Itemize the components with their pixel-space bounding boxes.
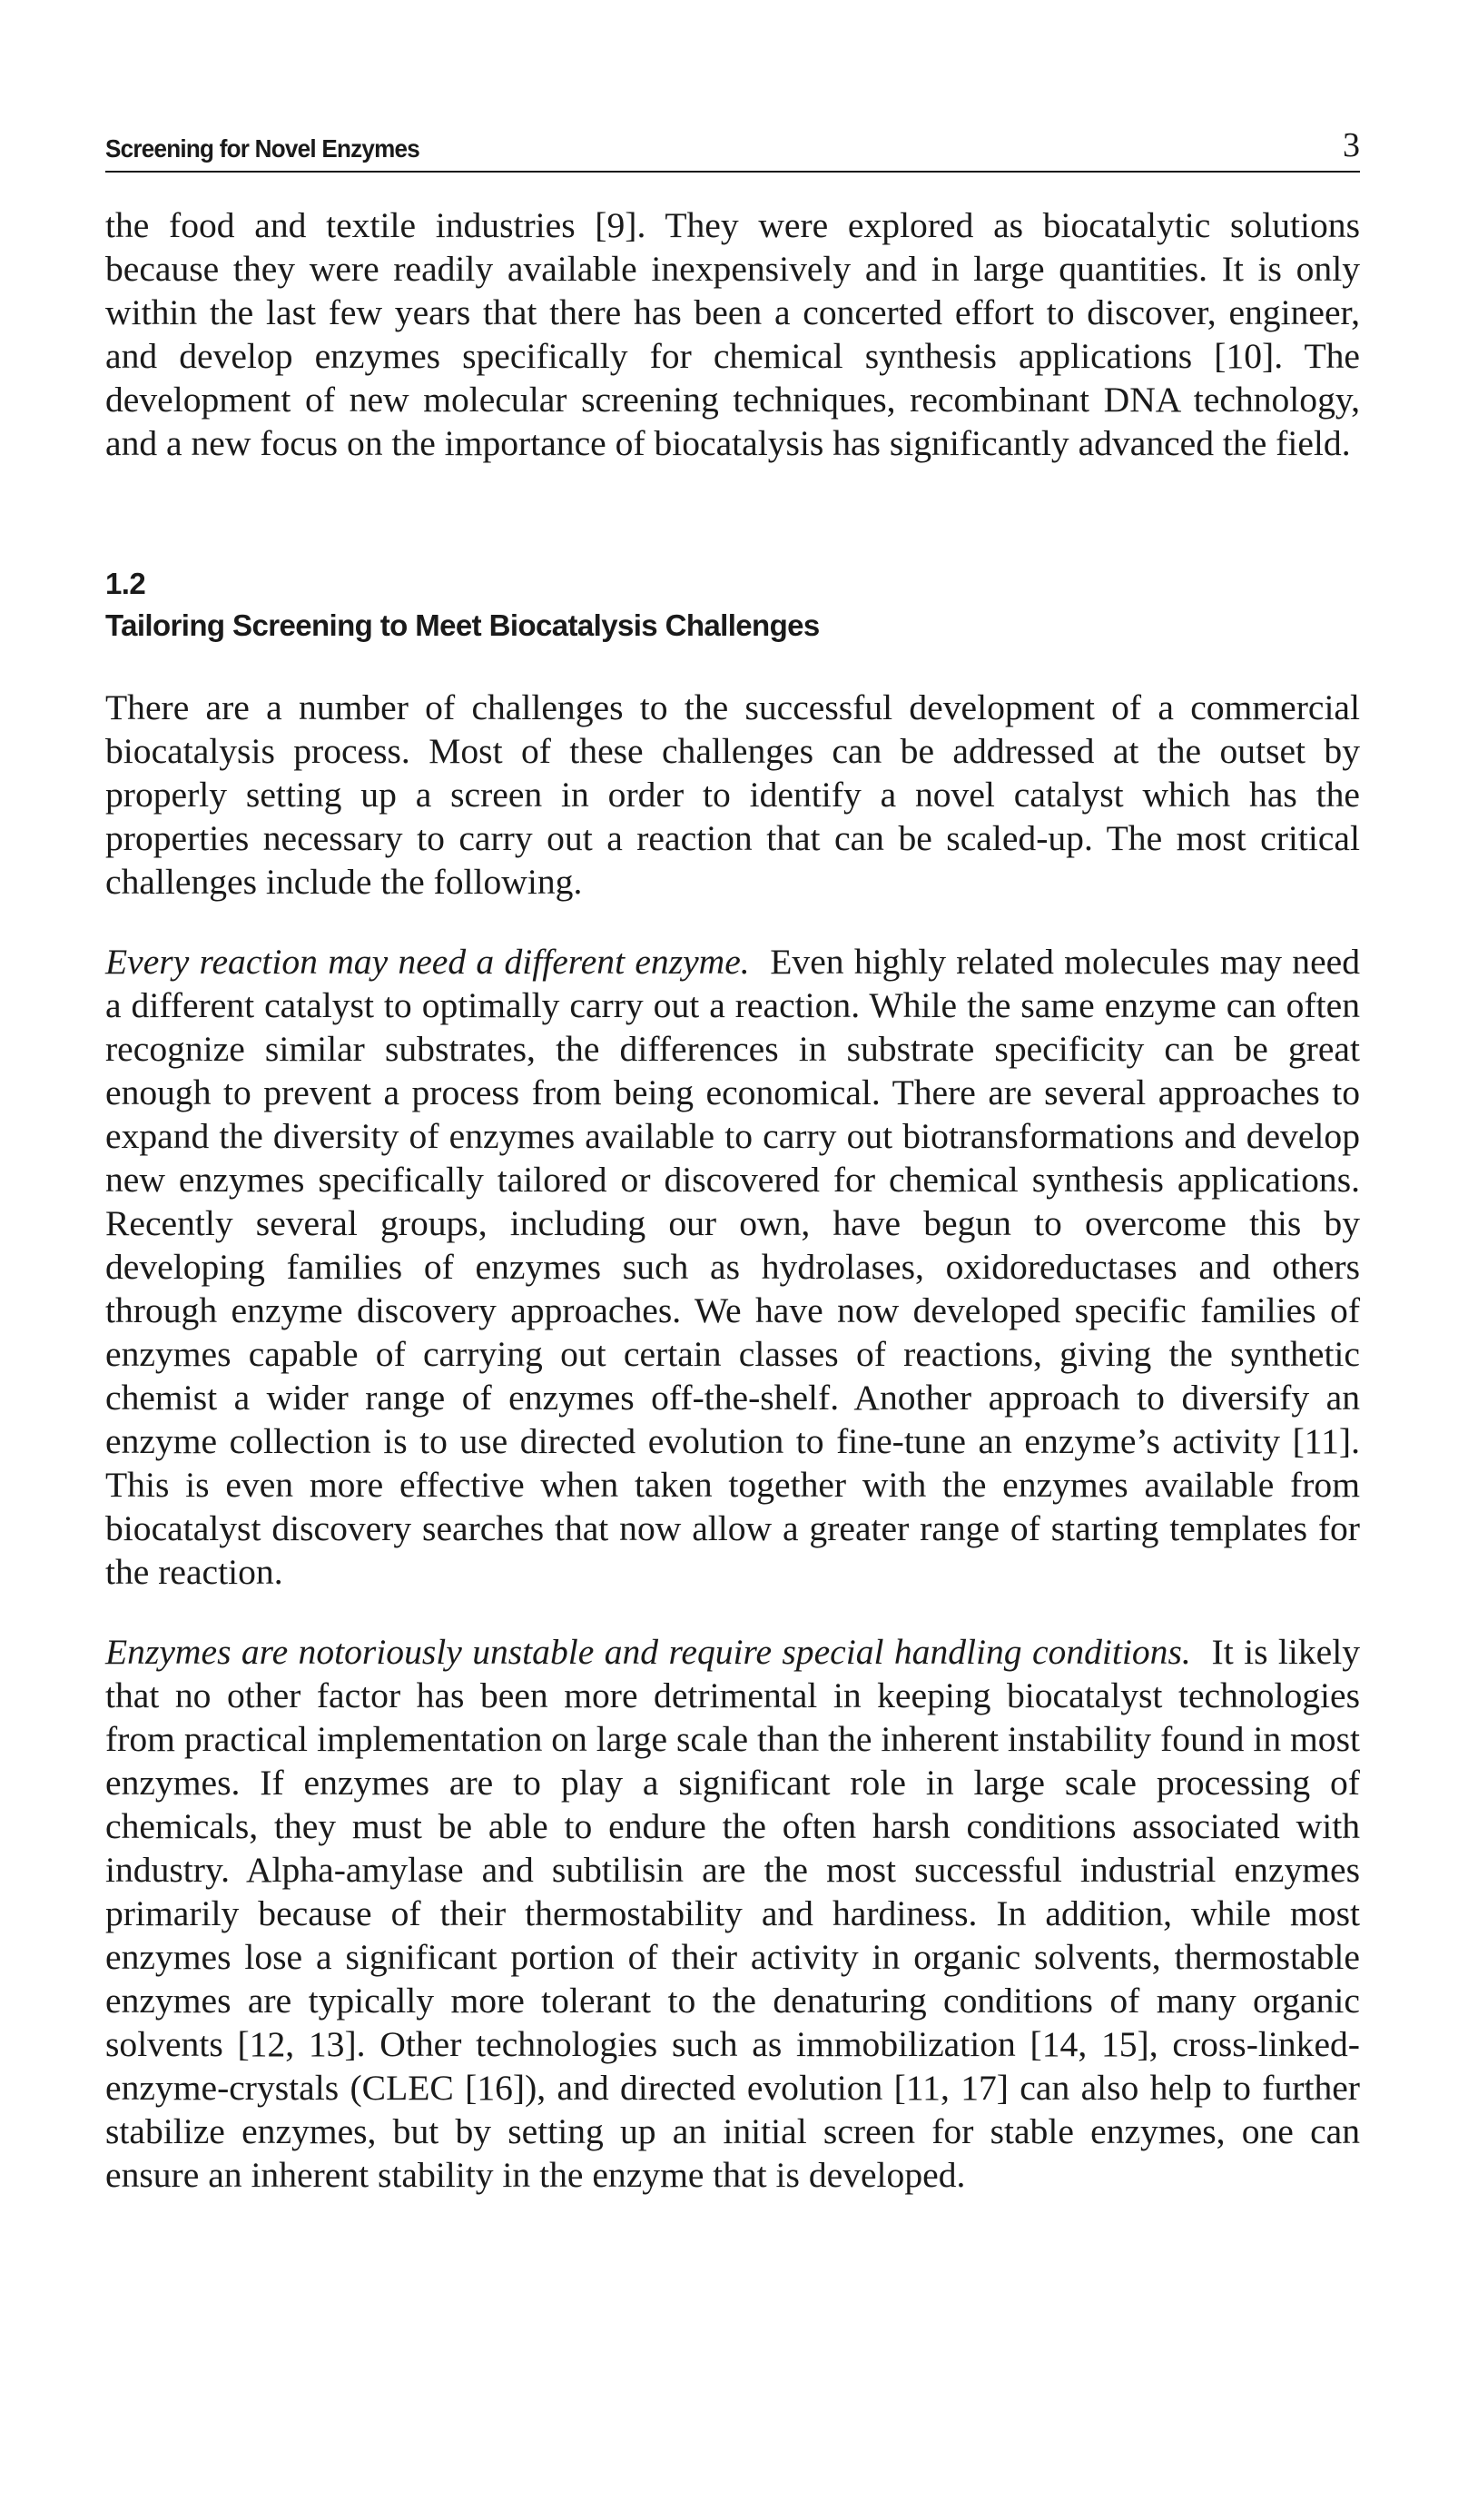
page-header [105, 126, 1360, 173]
paragraph-different-enzyme [105, 940, 1360, 1594]
paragraph-body: Even highly related molecules may need a different catalyst to optimally carry out a reaction. While the same enzyme can often recognize similar substrates, the differences in substrate specificity can be great enough to prevent a process from being economical. There are several approaches to expand the diversity of enzymes available to carry out biotransformations and develop new enzymes specifically tailored or discovered for chemical synthesis applications. Recently several groups, including our own, have begun to overcome this by developing families of enzymes such as hydrolases, oxidoreductases and others through enzyme discovery approaches. We have now developed specific families of enzymes capable of carrying out certain classes of reactions, giving the synthetic chemist a wider range of enzymes off-the-shelf. Another approach to diversify an enzyme collection is to use directed evolution to fine-tune an enzyme’s activity [11]. This is even more effective when taken together with the enzymes available from biocatalyst discovery searches that now allow a greater range of starting templates for the reaction. [105, 942, 1360, 1592]
section-number: 1.2 [105, 567, 146, 600]
page-number: 3 [1343, 126, 1360, 164]
section-title: Tailoring Screening to Meet Biocatalysis Challenges [105, 608, 820, 642]
running-title: Screening for Novel Enzymes [105, 134, 420, 163]
paragraph-lead-italic: Enzymes are notoriously unstable and require special handling conditions. [105, 1632, 1191, 1672]
paragraph-enzyme-stability [105, 1630, 1360, 2197]
paragraph-lead-italic: Every reaction may need a different enzyme. [105, 942, 750, 982]
paragraph-body: It is likely that no other factor has been more detrimental in keeping biocatalyst technologies from practical implementation on large scale than the inherent instability found in most enzymes. If enzymes are to play a significant role in large scale processing of chemicals, they must be able to endure the often harsh conditions associated with industry. Alpha-amylase and subtilisin are the most successful industrial enzymes primarily because of their thermostability and hardiness. In addition, while most enzymes lose a significant portion of their activity in organic solvents, thermostable enzymes are typically more tolerant to the denaturing conditions of many organic solvents [12, 13]. Other technologies such as immobilization [14, 15], cross-linked-enzyme-crystals (CLEC [16]), and directed evolution [11, 17] can also help to further stabilize enzymes, but by setting up an initial screen for stable enzymes, one can ensure an inherent stability in the enzyme that is developed. [105, 1632, 1360, 2195]
paragraph-challenges-intro: There are a number of challenges to the successful development of a commercial biocatalysis process. Most of these challenges can be addressed at the outset by properly setting up a screen in order to identify a novel catalyst which has the properties necessary to carry out a reaction that can be scaled-up. The most critical challenges include the following. [105, 687, 1360, 902]
section-heading [105, 563, 1360, 647]
paragraph-intro-continued: the food and textile industries [9]. They were explored as biocatalytic solutions because they were readily available inexpensively and in large quantities. It is only within the last few years that there has been a concerted effort to discover, engineer, and develop enzymes specifically for chemical synthesis applications [10]. The development of new molecular screening techniques, recombinant DNA technology, and a new focus on the importance of biocatalysis has significantly advanced the field. [105, 205, 1360, 463]
